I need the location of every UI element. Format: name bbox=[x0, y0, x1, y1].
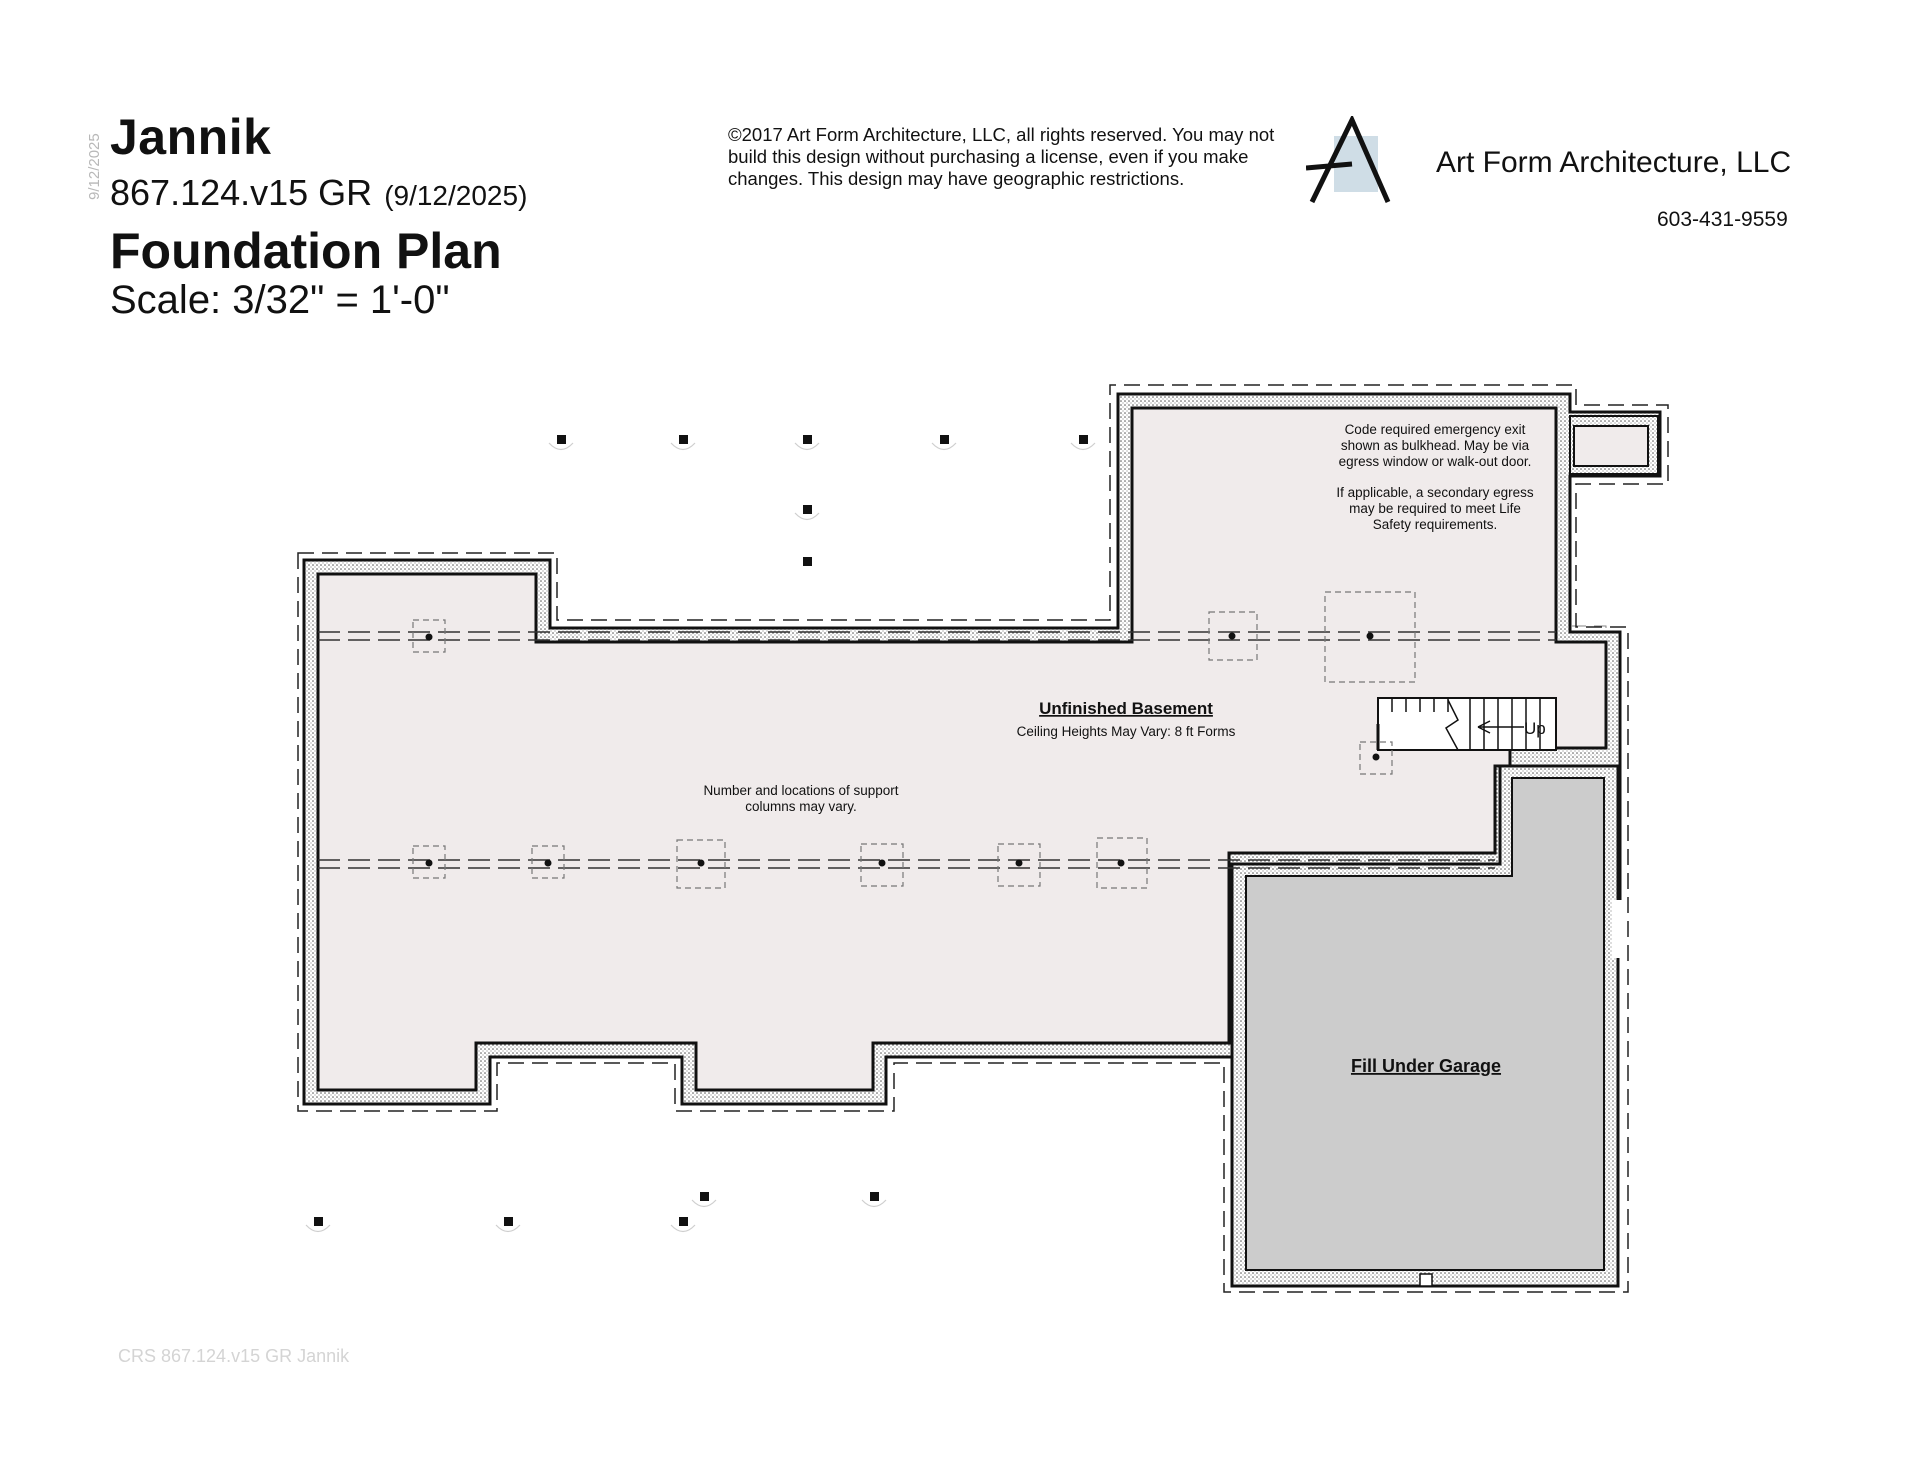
garage-label: Fill Under Garage bbox=[1350, 1056, 1502, 1076]
vertical-date-text: 9/12/2025 bbox=[86, 133, 103, 200]
svg-text:If applicable, a secondary egr: If applicable, a secondary egress bbox=[1336, 485, 1534, 500]
firm-phone: 603-431-9559 bbox=[1657, 208, 1788, 231]
bulkhead-opening bbox=[1574, 426, 1648, 466]
garage-post bbox=[1420, 1274, 1432, 1286]
scale-label: Scale: 3/32" = 1'-0" bbox=[110, 278, 450, 322]
watermark: CRS 867.124.v15 GR Jannik bbox=[118, 1346, 350, 1366]
stair-up-label: Up bbox=[1524, 719, 1546, 738]
svg-text:egress window or walk-out door: egress window or walk-out door. bbox=[1338, 454, 1532, 469]
svg-text:Number and locations of suppor: Number and locations of support bbox=[703, 783, 899, 798]
basement-label: Unfinished Basement bbox=[1039, 699, 1213, 718]
copyright-notice: ©2017 Art Form Architecture, LLC, all rights reserved. You may not build this design without purchasing a license, even if you make changes. This design may have geographic restrictions. bbox=[728, 124, 1275, 189]
plan-name: Jannik bbox=[110, 109, 272, 165]
svg-text:may be required to meet Life: may be required to meet Life bbox=[1349, 501, 1521, 516]
svg-text:Safety requirements.: Safety requirements. bbox=[1372, 517, 1498, 532]
svg-text:columns may vary.: columns may vary. bbox=[745, 799, 857, 814]
svg-text:Code required emergency exit: Code required emergency exit bbox=[1344, 422, 1526, 437]
garage-door-gap bbox=[1612, 900, 1626, 958]
plan-id: 867.124.v15 GR bbox=[110, 172, 373, 213]
sheet-title: Foundation Plan bbox=[110, 223, 502, 279]
firm-name: Art Form Architecture, LLC bbox=[1436, 146, 1792, 179]
ceiling-height-note: Ceiling Heights May Vary: 8 ft Forms bbox=[1016, 724, 1236, 739]
svg-text:shown as bulkhead. May be via: shown as bulkhead. May be via bbox=[1340, 438, 1530, 453]
plan-date: (9/12/2025) bbox=[384, 180, 528, 211]
